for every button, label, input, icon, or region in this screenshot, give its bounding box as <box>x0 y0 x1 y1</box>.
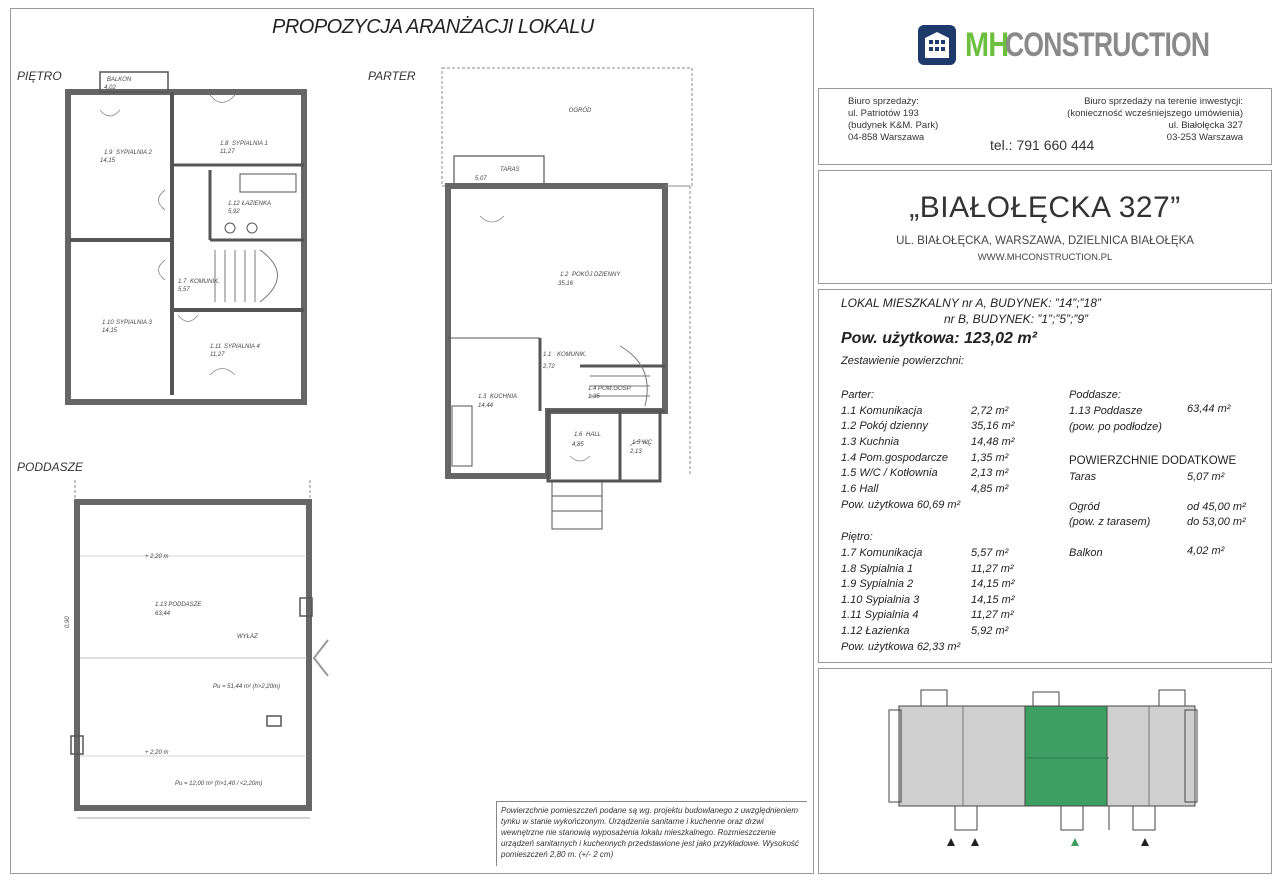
parter-row-value: 2,13 m² <box>971 467 1009 479</box>
room-1-11-area: 11,27 <box>210 352 225 358</box>
brand-construction: CONSTRUCTION <box>1005 26 1210 64</box>
room-1-3-num: 1.3 <box>478 394 487 400</box>
room-1-10-num: 1.10 <box>102 320 114 326</box>
pu1-label: Pu = 51,44 m² (h>2,20m) <box>213 684 281 690</box>
room-1-11-num: 1.11 <box>210 344 222 350</box>
project-website[interactable]: WWW.MHCONSTRUCTION.PL <box>977 252 1113 263</box>
balkon-name: BALKON <box>106 77 132 83</box>
extra-ogrod-value: od 45,00 m² <box>1187 501 1246 513</box>
room-1-8-num: 1.8 <box>220 141 229 147</box>
drawing-title: PROPOZYCJA ARANŻACJI LOKALU <box>272 16 594 38</box>
pietro-row-value: 14,15 m² <box>971 578 1015 590</box>
room-1-7-num: 1.7 <box>178 279 187 285</box>
balkon-area: 4,02 <box>104 85 116 91</box>
room-1-11-name: SYPIALNIA 4 <box>224 344 260 350</box>
disclaimer-text: Powierzchnie pomieszczeń podane są wg. projektu budowlanego z uwzględnieniem tynku w stanie wykończonym. Urządzenia sanitarne i kuchenne oraz drzwi wewnętrzne nie stanowią wyposażenia lokalu mieszkalnego. Rozmieszczenie urządzeń sanitarnych i kuchennych przedstawione jest jako przykładowe. Wysokość pomieszczeń 2,80 m. (+/- 2 cm) <box>501 806 799 859</box>
room-1-9-name: SYPIALNIA 2 <box>116 150 152 156</box>
office-left-line3: (budynek K&M. Park) <box>848 120 939 131</box>
poddasze-floor-plan <box>55 478 330 842</box>
parter-label: PARTER <box>368 69 416 83</box>
room-1-9-area: 14,15 <box>100 158 116 164</box>
room-1-7-area: 5,57 <box>178 287 190 293</box>
pietro-label: PIĘTRO <box>17 69 62 83</box>
poddasze-line1: + 2,20 m <box>145 554 169 560</box>
room-1-2-area: 35,16 <box>558 281 574 287</box>
room-1-5-name: WC <box>642 440 652 446</box>
parter-row-label: 1.4 Pom.gospodarcze <box>841 452 949 464</box>
poddasze-row-label: 1.13 Poddasze <box>1069 405 1143 417</box>
taras-area: 5,07 <box>475 176 487 182</box>
parter-row-label: 1.3 Kuchnia <box>841 436 900 448</box>
project-address: UL. BIAŁOŁĘCKA, WARSZAWA, DZIELNICA BIAŁOŁĘKA <box>896 235 1194 247</box>
office-left-line2: ul. Patriotów 193 <box>848 108 919 119</box>
poddasze-line2: + 2,20 m <box>145 750 169 756</box>
pietro-row-label: 1.8 Sypialnia 1 <box>841 563 914 575</box>
parter-row-label: 1.5 W/C / Kotłownia <box>841 467 938 479</box>
poddasze-label: PODDASZE <box>17 460 84 474</box>
phone-number[interactable]: tel.: 791 660 444 <box>990 137 1095 153</box>
extra-ogrod-note: (pow. z tarasem) <box>1069 516 1151 528</box>
unit-line2: nr B, BUDYNEK: ”1”;”5”;”9” <box>944 312 1089 326</box>
poddasze-row-note: (pow. po podłodze) <box>1069 421 1162 433</box>
unit-summary: Zestawienie powierzchni: <box>841 355 964 367</box>
poddasze-heading: Poddasze: <box>1069 389 1121 401</box>
contact-box <box>818 88 1272 165</box>
extra-taras-value: 5,07 m² <box>1187 471 1225 483</box>
pietro-total: Pow. użytkowa 62,33 m² <box>841 641 961 653</box>
pietro-row-value: 14,15 m² <box>971 594 1015 606</box>
poddasze-side-dim: 0,90 <box>65 616 71 628</box>
parter-row-value: 4,85 m² <box>971 483 1009 495</box>
room-1-10-area: 14,15 <box>102 328 118 334</box>
office-left-line4: 04-858 Warszawa <box>848 132 925 143</box>
extra-balkon-label: Balkon <box>1069 547 1103 559</box>
pietro-floor-plan <box>60 70 330 410</box>
pu2-label: Pu = 12,00 m² (h>1,40 / <2,20m) <box>175 781 263 787</box>
room-1-12-num: 1.12 <box>228 201 240 207</box>
project-box <box>818 170 1272 284</box>
poddasze-room-1-13-area: 63,44 <box>155 611 171 617</box>
pietro-row-value: 5,92 m² <box>971 625 1009 637</box>
room-1-1-num: 1.1 <box>543 352 552 358</box>
parter-row-label: 1.2 Pokój dzienny <box>841 420 928 432</box>
office-left-line1: Biuro sprzedaży: <box>848 96 919 107</box>
office-right-line3: ul. Białołęcka 327 <box>1168 120 1243 131</box>
room-1-2-name: POKÓJ DZIENNY <box>572 272 621 278</box>
room-1-4-name: POM.GOSP. <box>598 386 632 392</box>
room-1-8-name: SYPIALNIA 1 <box>232 141 268 147</box>
room-1-4-num: 1.4 <box>588 386 597 392</box>
extra-taras-label: Taras <box>1069 471 1097 483</box>
parter-total: Pow. użytkowa 60,69 m² <box>841 499 961 511</box>
office-left <box>848 96 938 144</box>
room-1-1-name: KOMUNIK. <box>557 352 587 358</box>
pietro-row-label: 1.10 Sypialnia 3 <box>841 594 920 606</box>
room-1-12-area: 5,92 <box>228 209 240 215</box>
building-key-plan <box>885 688 1201 850</box>
ogrod-label: OGRÓD <box>568 108 592 114</box>
poddasze-row-value: 63,44 m² <box>1187 403 1231 415</box>
company-logo <box>917 24 1210 70</box>
taras-name: TARAS <box>500 167 520 173</box>
parter-row-label: 1.6 Hall <box>841 483 879 495</box>
room-1-10-name: SYPIALNIA 3 <box>116 320 152 326</box>
pietro-row-value: 11,27 m² <box>971 609 1014 621</box>
building-logo-icon <box>917 24 957 66</box>
room-1-8-area: 11,27 <box>220 149 235 155</box>
office-right-line1: Biuro sprzedaży na terenie inwestycji: <box>1084 96 1243 107</box>
parter-floor-plan <box>440 66 700 536</box>
room-1-4-area: 1,35 <box>588 394 600 400</box>
wylaz-label: WYŁAZ <box>237 634 258 640</box>
room-1-1-area: 2,72 <box>543 364 555 370</box>
office-right-line4: 03-253 Warszawa <box>1166 132 1243 143</box>
parter-row-value: 14,48 m² <box>971 436 1015 448</box>
extra-balkon-value: 4,02 m² <box>1187 545 1225 557</box>
poddasze-room-1-13: 1.13 PODDASZE <box>155 602 202 608</box>
room-1-7-name: KOMUNIK. <box>190 279 220 285</box>
parter-row-label: 1.1 Komunikacja <box>841 405 923 417</box>
unit-line1: LOKAL MIESZKALNY nr A, BUDYNEK: ”14”;”18” <box>841 296 1101 310</box>
pietro-row-label: 1.11 Sypialnia 4 <box>841 609 919 621</box>
disclaimer-note <box>496 801 807 866</box>
parter-row-value: 2,72 m² <box>971 405 1009 417</box>
chevron-left-icon[interactable] <box>311 638 331 678</box>
room-1-9-num: 1.9 <box>104 150 113 156</box>
pietro-row-label: 1.7 Komunikacja <box>841 547 923 559</box>
extra-ogrod-value2: do 53,00 m² <box>1187 516 1246 528</box>
room-1-5-num: 1.5 <box>632 440 641 446</box>
room-1-12-name: ŁAZIENKA <box>242 201 272 207</box>
office-right-line2: (konieczność wcześniejszego umówienia) <box>1067 108 1243 119</box>
pietro-row-value: 5,57 m² <box>971 547 1009 559</box>
room-1-5-area: 2,13 <box>630 449 642 455</box>
parter-heading: Parter: <box>841 389 875 401</box>
room-1-2-num: 1.2 <box>560 272 569 278</box>
unit-area-title: Pow. użytkowa: 123,02 m² <box>841 330 1037 347</box>
room-1-6-name: HALL <box>586 432 602 438</box>
pietro-row-label: 1.12 Łazienka <box>841 625 910 637</box>
room-1-6-num: 1.6 <box>574 432 583 438</box>
brand-mh: MH <box>965 26 1009 64</box>
extra-ogrod-label: Ogród <box>1069 501 1100 513</box>
room-1-6-area: 4,85 <box>572 442 584 448</box>
pietro-row-value: 11,27 m² <box>971 563 1014 575</box>
extras-heading: POWIERZCHNIE DODATKOWE <box>1069 455 1237 467</box>
pietro-heading: Piętro: <box>841 531 873 543</box>
parter-row-value: 1,35 m² <box>971 452 1009 464</box>
room-1-3-area: 14,44 <box>478 403 494 409</box>
room-1-3-name: KUCHNIA <box>490 394 518 400</box>
pietro-row-label: 1.9 Sypialnia 2 <box>841 578 914 590</box>
project-name: „BIAŁOŁĘCKA 327” <box>909 191 1181 224</box>
parter-row-value: 35,16 m² <box>971 420 1015 432</box>
